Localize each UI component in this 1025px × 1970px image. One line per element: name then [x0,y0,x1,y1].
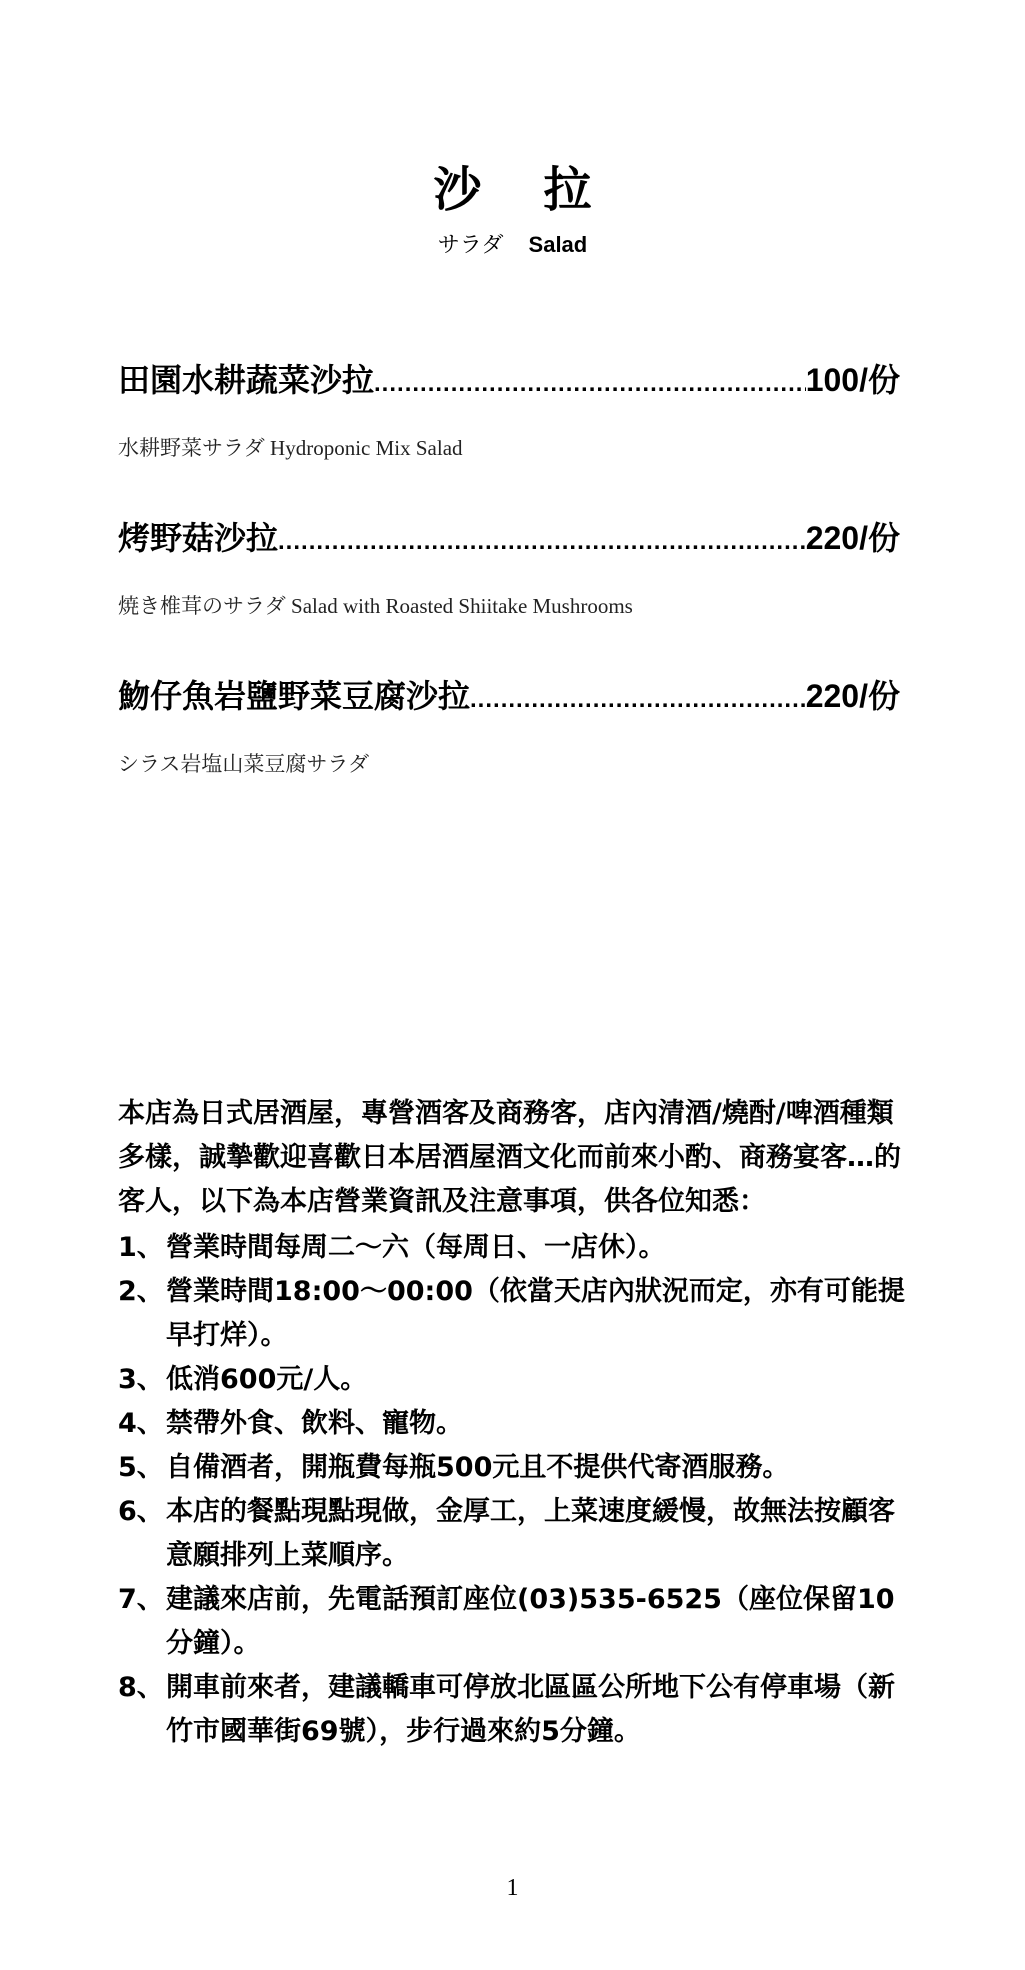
menu-item-price: 100/份 [805,362,900,398]
menu-item-price: 220/份 [805,520,900,556]
notice-item-number: 8、 [118,1672,164,1703]
notice-item-number: 7、 [118,1584,164,1615]
menu-item-name: 田園水耕蔬菜沙拉 [118,361,375,399]
menu-item [118,516,900,620]
menu-item-description: 焼き椎茸のサラダ Salad with Roasted Shiitake Mushrooms [118,594,633,618]
notice-item-number: 2、 [118,1276,164,1307]
menu-item [118,674,900,778]
notice-item-number: 6、 [118,1496,164,1527]
menu-item-price: 220/份 [805,678,900,714]
notice-item [118,1226,908,1270]
page-number: 1 [506,1875,519,1901]
page-subtitle [0,230,1025,261]
notice-item-text: 營業時間每周二～六（每周日、一店休）。 [166,1232,666,1263]
notice-item-text: 營業時間18:00～00:00（依當天店內狀況而定，亦有可能提早打烊）。 [166,1276,905,1351]
notice-item-text: 自備酒者，開瓶費每瓶500元且不提供代寄酒服務。 [166,1452,790,1483]
notice-item [118,1446,908,1490]
menu-item-line [118,674,900,722]
notice-item [118,1490,908,1578]
notice-item-number: 1、 [118,1232,164,1263]
menu-item-name: 烤野菇沙拉 [118,519,279,557]
subtitle-japanese: サラダ [437,233,504,258]
notice-item-text: 低消600元/人。 [166,1364,368,1395]
notice-item-number: 4、 [118,1408,164,1439]
store-notice [118,1092,908,1754]
menu-item-description: シラス岩塩山菜豆腐サラダ [118,752,370,776]
dot-leader [374,362,806,406]
notice-item-text: 建議來店前，先電話預訂座位(03)535-6525（座位保留10分鐘）。 [166,1584,895,1659]
subtitle-english: Salad [528,232,588,257]
dot-leader [278,520,806,564]
page-title: 沙拉 [433,162,654,218]
menu-item [118,358,900,462]
notice-item-text: 禁帶外食、飲料、寵物。 [166,1408,463,1439]
menu-item-description: 水耕野菜サラダ Hydroponic Mix Salad [118,436,463,460]
notice-item [118,1402,908,1446]
notice-item [118,1666,908,1754]
menu-item-name: 魩仔魚岩鹽野菜豆腐沙拉 [118,677,471,715]
menu-item-line [118,358,900,406]
dot-leader [470,678,806,722]
notice-item-text: 開車前來者，建議轎車可停放北區區公所地下公有停車場（新竹市國華街69號），步行過來約5分鐘。 [166,1672,895,1747]
notice-item [118,1270,908,1358]
notice-list [118,1226,908,1754]
notice-item [118,1358,908,1402]
menu-item-line [118,516,900,564]
notice-item-number: 5、 [118,1452,164,1483]
notice-item [118,1578,908,1666]
notice-intro: 本店為日式居酒屋，專營酒客及商務客，店內清酒/燒酎/啤酒種類多樣，誠摯歡迎喜歡日本居酒屋酒文化而前來小酌、商務宴客…的客人，以下為本店營業資訊及注意事項，供各位知悉： [118,1098,901,1217]
notice-item-text: 本店的餐點現點現做，金厚工，上菜速度緩慢，故無法按顧客意願排列上菜順序。 [166,1496,895,1571]
notice-item-number: 3、 [118,1364,164,1395]
